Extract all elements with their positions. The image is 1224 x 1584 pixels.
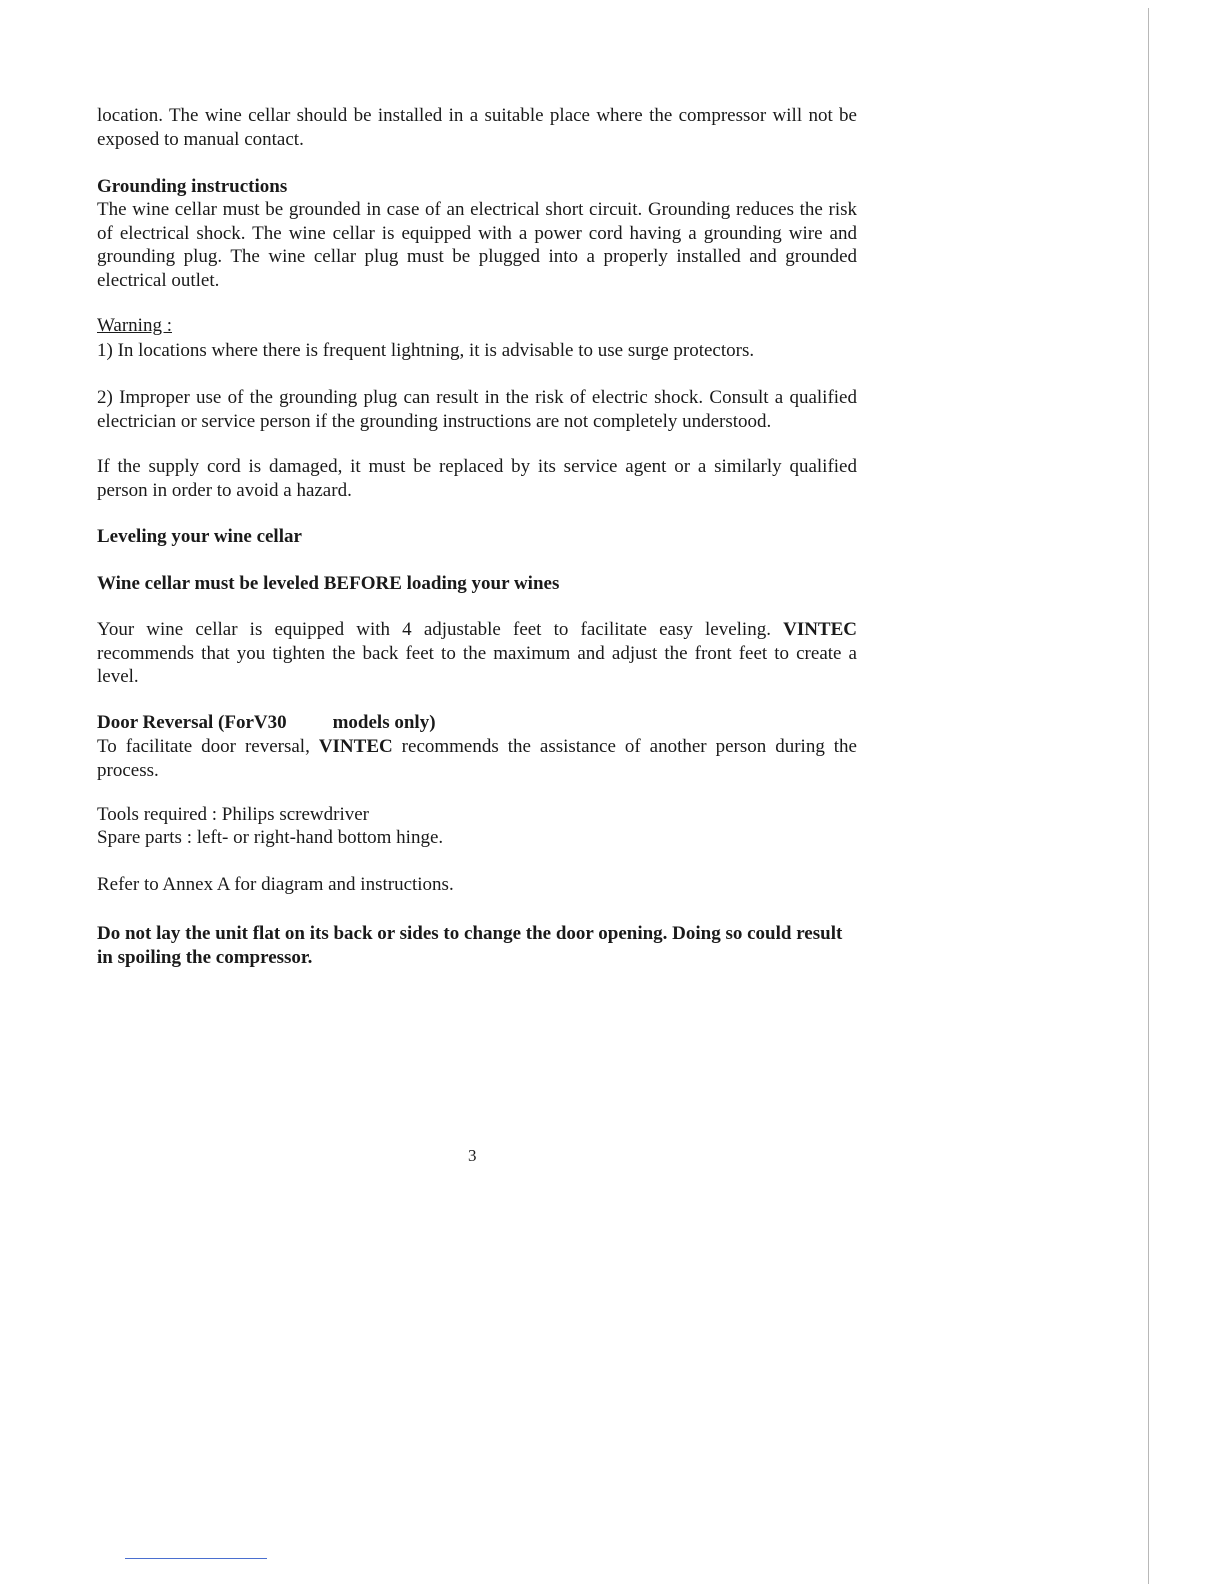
leveling-brand: VINTEC: [783, 619, 857, 640]
door-heading-part1: Door Reversal (ForV30: [97, 712, 287, 733]
warning-label: Warning :: [97, 315, 172, 336]
door-text-end: recommends the assistance of another person during the process.: [97, 736, 857, 781]
spare-parts: Spare parts : left- or right-hand bottom hinge.: [97, 827, 444, 848]
leveling-text-start: Your wine cellar is equipped with 4 adjustable feet to facilitate easy leveling.: [97, 619, 784, 640]
refer-annex: Refer to Annex A for diagram and instructions.: [97, 874, 454, 895]
scan-edge-line: [1148, 8, 1149, 1584]
grounding-heading: Grounding instructions: [97, 176, 288, 197]
warning-item-1: 1) In locations where there is frequent lightning, it is advisable to use surge protectors.: [97, 340, 755, 361]
location-paragraph: location. The wine cellar should be installed in a suitable place where the compressor will not be exposed to manual contact.: [97, 105, 857, 150]
supply-cord-paragraph: If the supply cord is damaged, it must be replaced by its service agent or a similarly qualified person in order to avoid a hazard.: [97, 456, 857, 501]
leveling-subheading: Wine cellar must be leveled BEFORE loading your wines: [97, 573, 560, 594]
grounding-paragraph: The wine cellar must be grounded in case of an electrical short circuit. Grounding reduces the risk of electrical shock. The wine cellar is equipped with a power cord having a grounding wire and grounding plug. The wine cellar plug must be plugged into a properly installed and grounded electrical outlet.: [97, 199, 857, 291]
door-text-start: To facilitate door reversal,: [97, 736, 319, 757]
page-number: 3: [468, 1146, 477, 1165]
warning-item-2: 2) Improper use of the grounding plug can result in the risk of electric shock. Consult a qualified electrician or service person if the grounding instructions are not completely understood.: [97, 387, 857, 432]
tools-required: Tools required : Philips screwdriver: [97, 804, 370, 825]
door-reversal-paragraph: [97, 735, 857, 782]
warning-label-line: [97, 314, 857, 338]
footnote-rule: [125, 1558, 267, 1559]
leveling-paragraph: [97, 618, 857, 689]
door-heading-part2: models only): [332, 712, 436, 733]
door-brand: VINTEC: [318, 736, 393, 757]
do-not-lay-warning: Do not lay the unit flat on its back or sides to change the door opening. Doing so could result in spoiling the compressor.: [97, 923, 843, 968]
leveling-heading: Leveling your wine cellar: [97, 526, 302, 547]
door-reversal-heading: [97, 711, 857, 735]
leveling-text-end: recommends that you tighten the back feet to the maximum and adjust the front feet to create a level.: [97, 642, 857, 687]
